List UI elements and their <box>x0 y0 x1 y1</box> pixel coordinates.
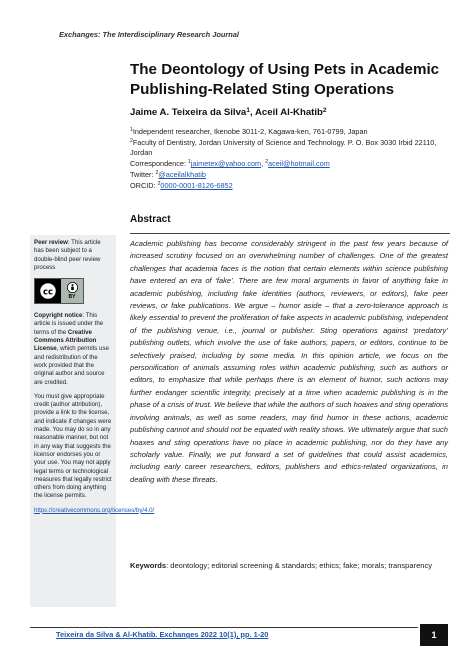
affil-sup: 1 <box>130 127 133 133</box>
cc-icon <box>35 279 61 303</box>
keywords-label: Keywords <box>130 561 167 570</box>
copyright-label: Copyright notice <box>34 312 83 320</box>
attribution-person-icon <box>67 282 78 293</box>
corr-separator: , <box>261 159 266 169</box>
keywords <box>130 560 448 572</box>
email-link[interactable]: aceil@hotmail.com <box>268 159 330 169</box>
corr-sup: 2 <box>265 159 269 166</box>
by-label: BY <box>68 293 76 300</box>
twitter <box>130 170 450 181</box>
abstract-body: Academic publishing has become considerably stringent in the past few years because of increased scrutiny focused on an overwhelming number of challenges. One of the greatest challenges that academia faces is the notion that certain elements within science publishing have entered an era of ‘fake’. There are few moral arguments in favor of anything fake in academic publishing, including fake identities (authors, reviewers, or editors), fake peer reviews, or fake publications. We argue – humor aside – that a zero-tolerance approach is likely essential to prevent the proliferation of fake aspects in academic publishing, independent of the publishing venue, i.e., journal or publisher. Sting operations against ‘predatory’ publishing outlets, which involve the use of fake authors, papers, or editors, continue to be selectively praised, including by some media. In this opinion article, we focus on the personification of animals assuming roles within academic publishing, such as authors or editors, to emphasize that while perhaps there is an element of humor, such actions may further endanger scientific integrity, precisely at a time when academic publishing is in the phase of a crisis of trust. We believe that while the authors of such hoaxes and sting operations involving animals, as well as some readers, may find humor in these actions, academic publishing cannot and should not be equated with reality shows. We ultimately argue that such hoaxes and sting operations have no place in academic publishing, nor do they have any scholarly value. Finally, we put forward a set of guidelines that could assist academics, including early career researchers, editors, publishers and ethics-related organizations, in dealing with these threats. <box>130 239 448 484</box>
correspondence-label: Correspondence: <box>130 159 189 169</box>
affil-sup: 2 <box>130 137 133 144</box>
email-link[interactable]: jaimetex@yahoo.com <box>190 159 262 169</box>
author-name: Jaime A. Teixeira da Silva <box>130 107 247 118</box>
affiliations <box>130 127 450 191</box>
orcid-link[interactable]: 0000-0001-8126-6852 <box>160 180 233 190</box>
peer-review-label: Peer review <box>34 239 68 246</box>
orcid-label: ORCID: <box>130 180 158 190</box>
keywords-text: : deontology; editorial screening & standards; ethics; fake; morals; transparency <box>166 561 433 570</box>
license-link[interactable]: https://creativecommons.org/licenses/by/4.0/ <box>34 506 155 514</box>
correspondence <box>130 159 450 170</box>
affiliation-1 <box>130 127 450 138</box>
by-section <box>61 279 83 303</box>
peer-review-note <box>34 239 112 272</box>
page-number: 1 <box>420 624 448 646</box>
copyright-text: : This article is issued under the terms of the <box>34 312 104 336</box>
author-sup: 1 <box>246 107 251 114</box>
orcid-sup: 2 <box>157 180 161 187</box>
affil-text: Faculty of Dentistry, Jordan University of Science and Technology. P. O. Box 3030 Irbid 22110, Jordan <box>130 137 437 158</box>
author-separator: , <box>250 107 255 118</box>
footer-citation-link[interactable]: Teixeira da Silva & Al-Khatib. Exchanges 2022 10(1), pp. 1-20 <box>56 630 269 639</box>
copyright-text: , which permits use and redistribution of the work provided that the original author and source are credited. <box>34 345 109 386</box>
twitter-label: Twitter: <box>130 169 156 179</box>
attribution-note: You must give appropriate credit (author attribution), provide a link to the license, and indicate if changes were made. You may do so in any reasonable manner, but not in any way that suggests the licensor endorses you or your use. You may not apply legal terms or technological measures that legally restrict others from doing anything the license permits. <box>34 392 112 500</box>
journal-header: Exchanges: The Interdisciplinary Research Journal <box>59 30 239 39</box>
footer-divider <box>30 627 418 628</box>
article-title: The Deontology of Using Pets in Academic Publishing-Related Sting Operations <box>130 61 440 98</box>
corr-sup: 1 <box>188 159 191 166</box>
author-name: Aceil Al-Khatib <box>255 107 323 118</box>
cc-by-badge[interactable] <box>34 278 84 304</box>
abstract-divider <box>130 233 450 234</box>
orcid <box>130 181 450 192</box>
copyright-notice <box>34 312 112 387</box>
twitter-sup: 2 <box>155 169 159 176</box>
license-name: Creative Commons Attribution License <box>34 328 97 353</box>
peer-review-text: : This article has been subject to a double-blind peer review process <box>34 239 101 271</box>
author-sup: 2 <box>322 107 327 114</box>
twitter-link[interactable]: @aceilalkhatib <box>158 169 206 179</box>
author-line <box>130 107 327 118</box>
affiliation-2 <box>130 138 450 159</box>
svg-text:cc: cc <box>42 287 54 298</box>
affil-text: Independent researcher, Ikenobe 3011-2, Kagawa-ken, 761-0799, Japan <box>132 127 368 136</box>
abstract-heading: Abstract <box>130 214 171 225</box>
